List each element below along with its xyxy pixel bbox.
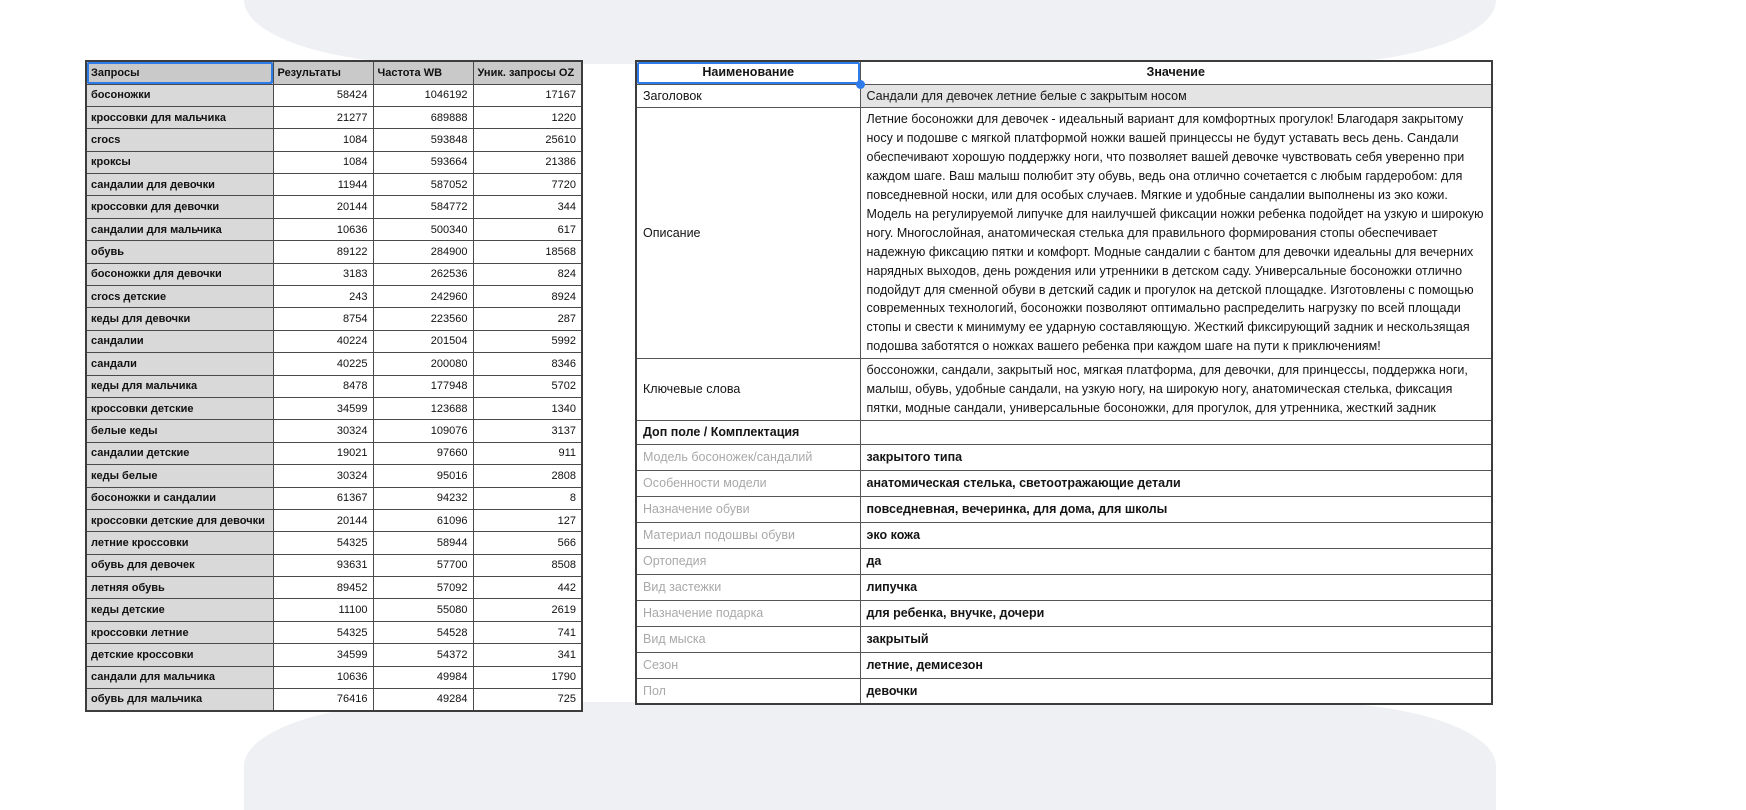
keyword-unique-oz-cell[interactable]: 566 [473,532,582,554]
keyword-row [86,106,582,128]
product-field-name-cell[interactable]: Модель босоножек/сандалий [636,444,860,470]
keyword-query-cell[interactable]: crocs [86,129,273,151]
product-field-value-cell[interactable]: Сандали для девочек летние белые с закрытым носом [860,84,1492,108]
keyword-query-cell[interactable]: сандали [86,353,273,375]
keyword-frequency-wb-cell[interactable]: 61096 [373,509,473,531]
keyword-query-cell[interactable]: летняя обувь [86,577,273,599]
keyword-frequency-wb-cell[interactable]: 58944 [373,532,473,554]
keyword-row [86,196,582,218]
keyword-row [86,286,582,308]
product-row [636,470,1492,496]
product-row [636,496,1492,522]
keywords-header-queries[interactable]: Запросы [86,61,273,84]
product-field-value-cell[interactable]: Летние босоножки для девочек - идеальный вариант для комфортных прогулок! Благодаря закрытому носу и подошве с мягкой платформой ножки вашей принцессы не будут уставать весь день. Сандали обеспечивают хорошую поддержку ноги, что позволяет вашей девочке чувствовать себя уверенно при каждом шаге. Ваш малыш полюбит эту обувь, ведь она отлично сочетается с любым гардеробом: для повседневной носки, или для особых случаев. Мягкие и удобные сандалии выполнены из эко кожи. Модель на регулируемой липучке для наилучшей фиксации ножки ребенка подойдет на узкую и широкую ногу. Многослойная, анатомическая стелька для правильного формирования стопы обеспечивает надежную фиксацию пятки и комфорт. Модные сандалии с бантом для девочки идеальны для вечерних нарядных выходов, день рождения или утренники в детском саду. Универсальные босоножки отлично подойдут для сменной обуви в детский садик и прогулок на детской площадке. Изготовлены с помощью современных технологий, босоножки позволяют оптимально распределить нагрузку по всей площади стопы и свести к минимуму ее ударную составляющую. Жесткий фиксирующий задник и нескользящая подошва заботятся о ножках вашего ребенка при каждом шаге на пути к приключениям! [860,108,1492,359]
keyword-unique-oz-cell[interactable]: 3137 [473,420,582,442]
product-table [635,60,1493,705]
keyword-results-cell[interactable]: 61367 [273,487,373,509]
keywords-header-results[interactable]: Результаты [273,61,373,84]
keyword-frequency-wb-cell[interactable]: 1046192 [373,84,473,106]
keyword-frequency-wb-cell[interactable]: 49284 [373,689,473,711]
keyword-frequency-wb-cell[interactable]: 97660 [373,442,473,464]
product-row [636,548,1492,574]
keyword-frequency-wb-cell[interactable]: 177948 [373,375,473,397]
product-row [636,522,1492,548]
keyword-unique-oz-cell[interactable]: 2808 [473,465,582,487]
keyword-row [86,442,582,464]
keyword-row [86,554,582,576]
keyword-results-cell[interactable]: 11944 [273,174,373,196]
keyword-unique-oz-cell[interactable]: 8508 [473,554,582,576]
keyword-query-cell[interactable]: белые кеды [86,420,273,442]
product-field-name-cell[interactable]: Пол [636,678,860,704]
keyword-unique-oz-cell[interactable]: 8 [473,487,582,509]
keyword-results-cell[interactable]: 8754 [273,308,373,330]
keyword-row [86,263,582,285]
product-header-name[interactable]: Наименование [636,61,860,84]
product-field-name-cell[interactable]: Доп поле / Комплектация [636,420,860,444]
keyword-query-cell[interactable]: кроссовки для мальчика [86,106,273,128]
keyword-frequency-wb-cell[interactable]: 49984 [373,666,473,688]
keyword-results-cell[interactable]: 58424 [273,84,373,106]
keyword-unique-oz-cell[interactable]: 5992 [473,330,582,352]
keyword-unique-oz-cell[interactable]: 911 [473,442,582,464]
keyword-query-cell[interactable]: crocs детские [86,286,273,308]
keyword-row [86,532,582,554]
keyword-results-cell[interactable]: 11100 [273,599,373,621]
product-field-value-cell[interactable] [860,420,1492,444]
product-field-value-cell[interactable]: закрытого типа [860,444,1492,470]
keyword-unique-oz-cell[interactable]: 1790 [473,666,582,688]
keyword-frequency-wb-cell[interactable]: 57700 [373,554,473,576]
keyword-results-cell[interactable]: 40225 [273,353,373,375]
keyword-results-cell[interactable]: 19021 [273,442,373,464]
keywords-header-unique-oz[interactable]: Уник. запросы OZ [473,61,582,84]
keyword-query-cell[interactable]: кроссовки для девочки [86,196,273,218]
keyword-row [86,644,582,666]
keyword-row [86,151,582,173]
product-field-name-cell[interactable]: Материал подошвы обуви [636,522,860,548]
keyword-results-cell[interactable]: 1084 [273,129,373,151]
keyword-results-cell[interactable]: 10636 [273,218,373,240]
keyword-row [86,218,582,240]
keyword-query-cell[interactable]: кеды белые [86,465,273,487]
keyword-frequency-wb-cell[interactable]: 262536 [373,263,473,285]
keyword-query-cell[interactable]: босоножки [86,84,273,106]
keyword-unique-oz-cell[interactable]: 617 [473,218,582,240]
keyword-results-cell[interactable]: 20144 [273,509,373,531]
keyword-query-cell[interactable]: босоножки для девочки [86,263,273,285]
keyword-frequency-wb-cell[interactable]: 242960 [373,286,473,308]
keyword-query-cell[interactable]: сандалии детские [86,442,273,464]
product-field-value-cell[interactable]: эко кожа [860,522,1492,548]
keyword-frequency-wb-cell[interactable]: 200080 [373,353,473,375]
keyword-unique-oz-cell[interactable]: 127 [473,509,582,531]
product-row [636,678,1492,704]
product-row [636,600,1492,626]
keyword-query-cell[interactable]: кроссовки летние [86,621,273,643]
keyword-frequency-wb-cell[interactable]: 55080 [373,599,473,621]
keyword-unique-oz-cell[interactable]: 2619 [473,599,582,621]
keyword-frequency-wb-cell[interactable]: 593848 [373,129,473,151]
keyword-results-cell[interactable]: 1084 [273,151,373,173]
keyword-unique-oz-cell[interactable]: 824 [473,263,582,285]
keyword-query-cell[interactable]: кроксы [86,151,273,173]
keyword-query-cell[interactable]: кеды для девочки [86,308,273,330]
keyword-row [86,420,582,442]
product-field-value-cell[interactable]: девочки [860,678,1492,704]
product-field-value-cell[interactable]: летние, демисезон [860,652,1492,678]
product-row [636,108,1492,359]
keyword-row [86,375,582,397]
keyword-unique-oz-cell[interactable]: 7720 [473,174,582,196]
keyword-unique-oz-cell[interactable]: 287 [473,308,582,330]
keyword-row [86,308,582,330]
keyword-query-cell[interactable]: кроссовки детские для девочки [86,509,273,531]
keyword-frequency-wb-cell[interactable]: 500340 [373,218,473,240]
keyword-row [86,465,582,487]
keyword-results-cell[interactable]: 8478 [273,375,373,397]
keyword-frequency-wb-cell[interactable]: 94232 [373,487,473,509]
keyword-row [86,397,582,419]
product-field-value-cell[interactable]: закрытый [860,626,1492,652]
keyword-query-cell[interactable]: сандали для мальчика [86,666,273,688]
keywords-table [85,60,583,712]
keyword-results-cell[interactable]: 89452 [273,577,373,599]
product-field-name-cell[interactable]: Ортопедия [636,548,860,574]
keyword-frequency-wb-cell[interactable]: 201504 [373,330,473,352]
keyword-unique-oz-cell[interactable]: 341 [473,644,582,666]
product-field-name-cell[interactable]: Заголовок [636,84,860,108]
keyword-results-cell[interactable]: 3183 [273,263,373,285]
keyword-unique-oz-cell[interactable]: 725 [473,689,582,711]
keyword-row [86,666,582,688]
product-field-value-cell[interactable]: анатомическая стелька, светоотражающие детали [860,470,1492,496]
keyword-results-cell[interactable]: 10636 [273,666,373,688]
product-field-name-cell[interactable]: Ключевые слова [636,359,860,421]
keyword-row [86,330,582,352]
keyword-frequency-wb-cell[interactable]: 57092 [373,577,473,599]
keywords-header-row [86,61,582,84]
keyword-query-cell[interactable]: кеды детские [86,599,273,621]
product-field-value-cell[interactable]: для ребенка, внучке, дочери [860,600,1492,626]
product-row [636,359,1492,421]
keyword-query-cell[interactable]: босоножки и сандалии [86,487,273,509]
background-shape-bottom [244,702,1496,810]
keyword-results-cell[interactable]: 54325 [273,621,373,643]
keyword-unique-oz-cell[interactable]: 17167 [473,84,582,106]
keyword-frequency-wb-cell[interactable]: 123688 [373,397,473,419]
product-field-name-cell[interactable]: Вид застежки [636,574,860,600]
product-header-value[interactable]: Значение [860,61,1492,84]
keyword-results-cell[interactable]: 30324 [273,420,373,442]
keyword-row [86,241,582,263]
keyword-query-cell[interactable]: детские кроссовки [86,644,273,666]
keyword-frequency-wb-cell[interactable]: 109076 [373,420,473,442]
keywords-header-frequency-wb[interactable]: Частота WB [373,61,473,84]
keyword-unique-oz-cell[interactable]: 8924 [473,286,582,308]
keyword-results-cell[interactable]: 40224 [273,330,373,352]
keyword-row [86,84,582,106]
keyword-frequency-wb-cell[interactable]: 284900 [373,241,473,263]
keyword-query-cell[interactable]: кеды для мальчика [86,375,273,397]
product-row [636,420,1492,444]
product-row [636,574,1492,600]
keyword-unique-oz-cell[interactable]: 5702 [473,375,582,397]
keyword-results-cell[interactable]: 93631 [273,554,373,576]
keyword-results-cell[interactable]: 34599 [273,644,373,666]
keyword-unique-oz-cell[interactable]: 21386 [473,151,582,173]
keyword-frequency-wb-cell[interactable]: 689888 [373,106,473,128]
keyword-frequency-wb-cell[interactable]: 54372 [373,644,473,666]
product-field-value-cell[interactable]: повседневная, вечеринка, для дома, для школы [860,496,1492,522]
product-field-value-cell[interactable]: да [860,548,1492,574]
product-row [636,652,1492,678]
keyword-row [86,621,582,643]
keyword-frequency-wb-cell[interactable]: 593664 [373,151,473,173]
keyword-query-cell[interactable]: обувь для мальчика [86,689,273,711]
keyword-unique-oz-cell[interactable]: 1340 [473,397,582,419]
keyword-query-cell[interactable]: сандалии для мальчика [86,218,273,240]
product-field-name-cell[interactable]: Назначение подарка [636,600,860,626]
keyword-unique-oz-cell[interactable]: 1220 [473,106,582,128]
keyword-query-cell[interactable]: обувь для девочек [86,554,273,576]
keyword-frequency-wb-cell[interactable]: 223560 [373,308,473,330]
keyword-results-cell[interactable]: 89122 [273,241,373,263]
keyword-results-cell[interactable]: 54325 [273,532,373,554]
keyword-frequency-wb-cell[interactable]: 54528 [373,621,473,643]
product-field-name-cell[interactable]: Назначение обуви [636,496,860,522]
keyword-results-cell[interactable]: 30324 [273,465,373,487]
keyword-query-cell[interactable]: сандалии для девочки [86,174,273,196]
product-header-row [636,61,1492,84]
product-row [636,444,1492,470]
keyword-results-cell[interactable]: 76416 [273,689,373,711]
keyword-query-cell[interactable]: сандалии [86,330,273,352]
product-field-value-cell[interactable]: боссоножки, сандали, закрытый нос, мягкая платформа, для девочки, для принцессы, поддержка ноги, малыш, обувь, удобные сандали, на узкую ногу, на широкую ногу, анатомическая стелька, фиксация пятки, модные сандали, универсальные босоножки, для прогулок, для утренника, жесткий задник [860,359,1492,421]
product-field-name-cell[interactable]: Сезон [636,652,860,678]
keyword-row [86,487,582,509]
keyword-row [86,174,582,196]
product-row [636,84,1492,108]
keyword-query-cell[interactable]: обувь [86,241,273,263]
keyword-unique-oz-cell[interactable]: 442 [473,577,582,599]
keyword-row [86,353,582,375]
keyword-unique-oz-cell[interactable]: 8346 [473,353,582,375]
keyword-unique-oz-cell[interactable]: 741 [473,621,582,643]
keyword-results-cell[interactable]: 21277 [273,106,373,128]
keyword-row [86,577,582,599]
keyword-row [86,689,582,711]
keyword-row [86,129,582,151]
product-field-name-cell[interactable]: Особенности модели [636,470,860,496]
background-shape-top [244,0,1496,64]
keyword-row [86,599,582,621]
product-field-name-cell[interactable]: Описание [636,108,860,359]
keyword-frequency-wb-cell[interactable]: 584772 [373,196,473,218]
product-field-name-cell[interactable]: Вид мыска [636,626,860,652]
keyword-query-cell[interactable]: кроссовки детские [86,397,273,419]
keyword-unique-oz-cell[interactable]: 344 [473,196,582,218]
product-field-value-cell[interactable]: липучка [860,574,1492,600]
keyword-row [86,509,582,531]
keyword-results-cell[interactable]: 34599 [273,397,373,419]
keyword-frequency-wb-cell[interactable]: 95016 [373,465,473,487]
keyword-results-cell[interactable]: 20144 [273,196,373,218]
keyword-frequency-wb-cell[interactable]: 587052 [373,174,473,196]
keyword-results-cell[interactable]: 243 [273,286,373,308]
keyword-unique-oz-cell[interactable]: 18568 [473,241,582,263]
keyword-query-cell[interactable]: летние кроссовки [86,532,273,554]
keyword-unique-oz-cell[interactable]: 25610 [473,129,582,151]
product-row [636,626,1492,652]
